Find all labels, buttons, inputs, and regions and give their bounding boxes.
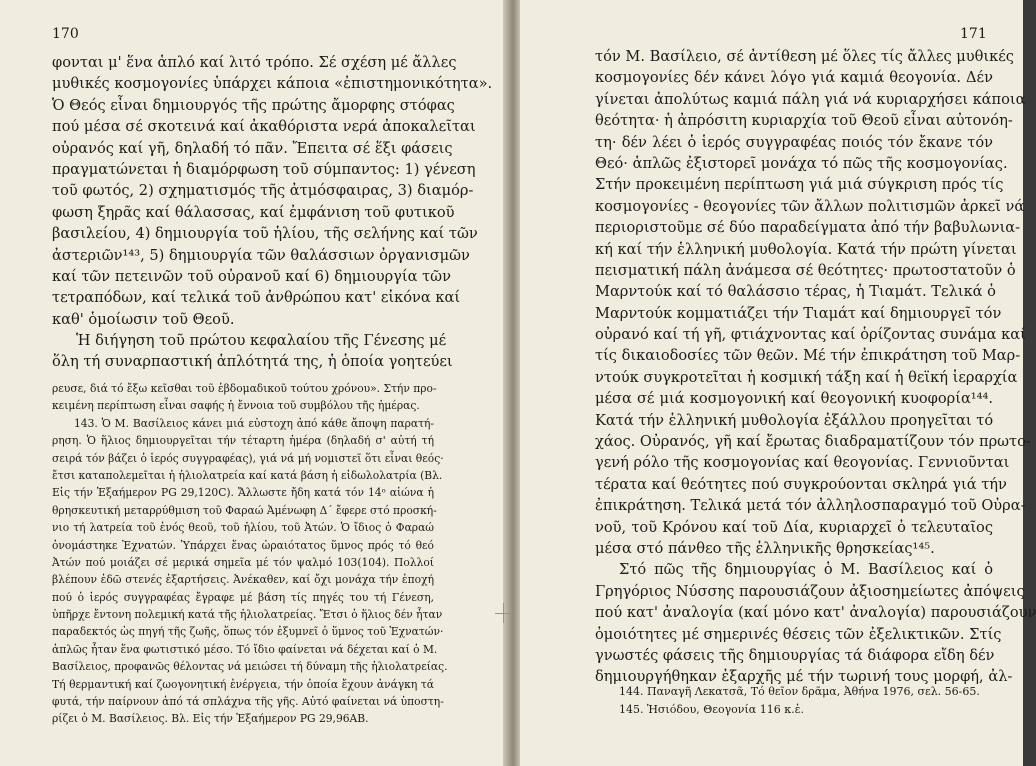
- footnotes: [52, 380, 448, 728]
- text-line: μέσα σέ μιά κοσμογονική καί θεογονική κυοφορία¹⁴⁴.: [595, 390, 993, 408]
- main-text: [52, 52, 493, 373]
- text-line: Θεό· ἁπλῶς ἐξιστορεῖ μονάχα τό πῶς τῆς κοσμογονίας.: [595, 154, 1008, 172]
- text-line: Στήν προκειμένη περίπτωση γιά μιά σύγκριση πρός τίς: [595, 176, 1004, 194]
- footnote-line: παραδεκτός ὡς πηγή τῆς ζωῆς, ὅπως τόν ἐξυμνεῖ ὁ ὕμνος τοῦ Ἐχνατών·: [52, 625, 444, 639]
- footnote-line: πού ὁ ἱερός συγγραφέας ἔγραφε μέ βάση τίς πηγές του τή Γένεση,: [52, 590, 434, 604]
- page-number: 171: [960, 26, 987, 42]
- right-page: [520, 0, 1036, 766]
- text-line: κή καί τήν ἑλληνική μυθολογία. Κατά τήν πρώτη γίνεται: [595, 240, 1017, 258]
- text-line: Στό πῶς τῆς δημιουργίας ὁ Μ. Βασίλειος καί ὁ: [619, 561, 993, 579]
- footnote-line: 144. Παναγῆ Λεκατσᾶ, Τό θεῖον δρᾶμα, Ἀθήνα 1976, σελ. 56-65.: [619, 685, 980, 698]
- text-line: Κατά τήν ἑλληνική μυθολογία ἐξάλλου προηγεῖται τό: [595, 411, 994, 429]
- text-line: πεισματική πάλη ἀνάμεσα σέ θεότητες· πρωτοστατοῦν ὁ: [595, 261, 1016, 279]
- text-line: Μαρντούκ καί τό θαλάσσιο τέρας, ἡ Τιαμάτ. Τελικά ὁ: [595, 283, 996, 301]
- footnote-line: Ἀτών πού μοιάζει σέ μερικά σημεῖα μέ τόν ψαλμό 103(104). Πολλοί: [52, 555, 434, 569]
- crop-mark: [503, 603, 504, 623]
- footnote-line: 143. Ὁ Μ. Βασίλειος κάνει μιά εὐστοχη ἀπό κάθε ἄποψη παρατή-: [74, 416, 434, 430]
- left-page: [0, 0, 503, 766]
- text-line: πραγματώνεται ἡ διαμόρφωση τοῦ σύμπαντος: 1) γένεση: [52, 160, 476, 178]
- footnote-line: βλέπουν ἐδῶ στενές ἐξαρτήσεις. Ἀνέκαθεν, καί ὄχι μονάχα τήν ἐποχή: [52, 573, 434, 587]
- text-line: τη· δέν λέει ὁ ἱερός συγγραφέας ποιός τόν ἔκανε τόν: [595, 133, 993, 151]
- text-line: τετραπόδων, καί τελικά τοῦ ἀνθρώπου κατ' εἰκόνα καί: [52, 289, 461, 307]
- text-line: οὐρανό καί τή γῆ, φτιάχνοντας καί ὁρίζοντας συνάμα καί: [595, 326, 1026, 344]
- text-line: φωση ξηρᾶς καί θάλασσας, καί ἐμφάνιση τοῦ φυτικοῦ: [52, 203, 455, 221]
- footnote-line: ἁπλῶς ἦταν ἕνα φωτιστικό μέσο. Τό ἴδιο φαίνεται νά δέχεται καί ὁ Μ.: [52, 642, 438, 656]
- text-line: οὐρανός καί γῆ, δηλαδή τό πᾶν. Ἔπειτα σέ ἕξι φάσεις: [52, 139, 453, 157]
- text-line: γνωστές φάσεις τῆς δημιουργίας τά διάφορα εἴδη δέν: [595, 646, 995, 664]
- footnote-line: ρευσε, διά τό ἔξω κεῖσθαι τοῦ ἑβδομαδικοῦ τούτου χρόνου». Στήν προ-: [52, 382, 437, 395]
- text-line: μέσα στό πάνθεο τῆς ἑλληνικῆς θρησκείας¹⁴⁵.: [595, 539, 935, 557]
- page-number: 170: [52, 26, 79, 42]
- text-line: περιοριστοῦμε σέ δύο παραδείγματα ἀπό τήν βαβυλωνια-: [595, 219, 1021, 237]
- footnote-line: φυτά, τήν παίρνουν ἀπό τά σπλάχνα τῆς γῆς. Αὐτό φαίνεται νά ὑποστη-: [52, 695, 444, 709]
- text-line: τοῦ φωτός, 2) σχηματισμός τῆς ἀτμόσφαιρας, 3) διαμόρ-: [52, 182, 474, 200]
- footnote-line: ὑπῆρχε ἔντονη πολεμική κατά τῆς ἡλιολατρείας. Ἔτσι ὁ ἥλιος δέν ἦταν: [52, 608, 443, 622]
- text-line: θεότητα· ἡ ἀπρόσιτη κυριαρχία τοῦ Θεοῦ εἶναι αὐτονόη-: [595, 112, 1013, 130]
- text-line: γίνεται ἀπολύτως καμιά πάλη γιά νά κυριαρχήσει κάποια: [595, 90, 1026, 108]
- footnote-line: Εἰς τήν Ἑξαήμερον PG 29,120C). Ἄλλωστε ἤδη κατά τόν 14ᵒ αἰώνα ἡ: [52, 486, 434, 500]
- text-line: κοσμογονίες - θεογονίες τῶν ἄλλων πολιτισμῶν ἀρκεῖ νά: [595, 197, 1025, 215]
- text-line: καί τῶν πετεινῶν τοῦ οὐρανοῦ καί 6) δημιουργία τῶν: [52, 267, 451, 285]
- text-line: ὅλη τή συναρπαστική ἁπλότητά της, ἡ ὁποία γοητεύει: [52, 353, 453, 371]
- text-line: ἐπικράτηση. Τελικά μετά τόν ἀλληλοσπαραγμό τοῦ Οὐρα-: [595, 497, 1026, 515]
- footnote-line: Βασίλειος, προφανῶς θέλοντας νά μειώσει τή δύναμη τῆς ἡλιολατρείας.: [52, 660, 448, 674]
- text-line: ὁμοιότητες μέ σημερινές θέσεις τῶν ἐξελικτικῶν. Στίς: [595, 625, 1002, 643]
- text-line: κοσμογονίες δέν κάνει λόγο γιά καμιά θεογονία. Δέν: [595, 69, 993, 87]
- text-line: Ἡ διήγηση τοῦ πρώτου κεφαλαίου τῆς Γένεσης μέ: [76, 332, 447, 350]
- book-gutter: [503, 0, 520, 766]
- text-line: φονται μ' ἕνα ἁπλό καί λιτό τρόπο. Σέ σχέση μέ ἄλλες: [52, 54, 457, 71]
- main-text: [595, 46, 1036, 688]
- text-line: ἀστεριῶν¹⁴³, 5) δημιουργία τῶν θαλάσσιων ὀργανισμῶν: [52, 246, 470, 264]
- text-line: Ὁ Θεός εἶναι δημιουργός τῆς πρώτης ἄμορφης στόφας: [52, 96, 455, 114]
- footnote-line: θρησκευτική μεταρρύθμιση τοῦ Φαραώ Ἀμένωφη Δ΄ ἔφερε στό προσκή-: [52, 503, 437, 517]
- footnote-line: Τή θερμαντική καί ζωογονητική ἐνέργεια, τήν ὁποία ἔχουν ἀνάγκη τά: [52, 677, 434, 691]
- footnote-line: νιο τή λατρεία τοῦ ἑνός θεοῦ, τοῦ ἡλίου, τοῦ Ἀτών. Ὁ ἴδιος ὁ Φαραώ: [52, 521, 434, 535]
- text-line: Μαρντούκ κομματιάζει τήν Τιαμάτ καί δημιουργεῖ τόν: [595, 304, 1002, 322]
- text-line: βασιλείου, 4) δημιουργία τοῦ ἡλίου, τῆς σελήνης καί τῶν: [52, 225, 478, 243]
- text-line: τόν Μ. Βασίλειο, σέ ἀντίθεση μέ ὅλες τίς ἄλλες μυθικές: [595, 48, 1014, 65]
- text-line: πού μέσα σέ σκοτεινά καί ἀκαθόριστα νερά ἀποκαλεῖται: [52, 118, 476, 136]
- footnote-line: ρίζει ὁ Μ. Βασίλειος. Βλ. Εἰς τήν Ἑξαήμερον PG 29,96AB.: [52, 712, 369, 726]
- text-line: μυθικές κοσμογονίες ὑπάρχει κάποια «ἐπιστημονικότητα».: [52, 75, 493, 93]
- text-line: δημιουργήθηκαν ἐξαρχῆς μέ τήν τωρινή τους μορφή, ἀλ-: [595, 668, 1013, 686]
- text-line: Γρηγόριος Νύσσης παρουσιάζουν ἀξιοσημείωτες ἀπόψεις: [595, 582, 1025, 600]
- text-line: τίς δικαιοδοσίες τῶν θεῶν. Μέ τήν ἐπικράτηση τοῦ Μαρ-: [595, 347, 1021, 365]
- footnote-line: κειμένη περίπτωση εἶναι σαφής ἡ ἔννοια τοῦ συμβόλου τῆς ἡμέρας.: [52, 399, 420, 413]
- text-line: καθ' ὁμοίωσιν τοῦ Θεοῦ.: [52, 310, 235, 328]
- footnote-line: 145. Ἡσιόδου, Θεογονία 116 κ.ἑ.: [619, 703, 804, 716]
- footnote-line: ὀνομάστηκε Ἐχνατών. Ὑπάρχει ἕνας ὡραιότατος ὕμνος πρός τό θεό: [52, 538, 434, 552]
- footnote-line: ρηση. Ὁ ἥλιος δημιουργεῖται τήν τέταρτη ἡμέρα (δηλαδή σ' αὐτή τή: [52, 434, 434, 448]
- text-line: χάος. Οὐρανός, γῆ καί ἔρωτας διαδραματίζουν τόν πρωτο-: [595, 433, 1031, 451]
- text-line: τέρατα καί θεότητες πού συγκρούονται σκληρά γιά τήν: [595, 475, 1007, 493]
- text-line: πού κατ' ἀναλογία (καί μόνο κατ' ἀναλογία) παρουσιάζουν: [595, 604, 1036, 622]
- footnote-line: σειρά τόν βάζει ὁ ἱερός συγγραφέας), γιά νά μή νομιστεῖ ὅτι εἶναι θεός·: [52, 451, 444, 465]
- text-line: νοῦ, τοῦ Κρόνου καί τοῦ Δία, κυριαρχεῖ ὁ τελευταῖος: [595, 518, 993, 536]
- footnote-line: ἔτσι καταπολεμεῖται ἡ ἡλιολατρεία καί κατά βάση ἡ εἰδωλολατρία (Βλ.: [52, 468, 443, 482]
- text-line: ντούκ συγκροτεῖται ἡ κοσμική τάξη καί ἡ θεϊκή ἱεραρχία: [595, 368, 1018, 386]
- text-line: γενή ρόλο τῆς κοσμογονίας καί θεογονίας. Γεννιοῦνται: [595, 454, 1010, 472]
- footnotes: [619, 683, 999, 719]
